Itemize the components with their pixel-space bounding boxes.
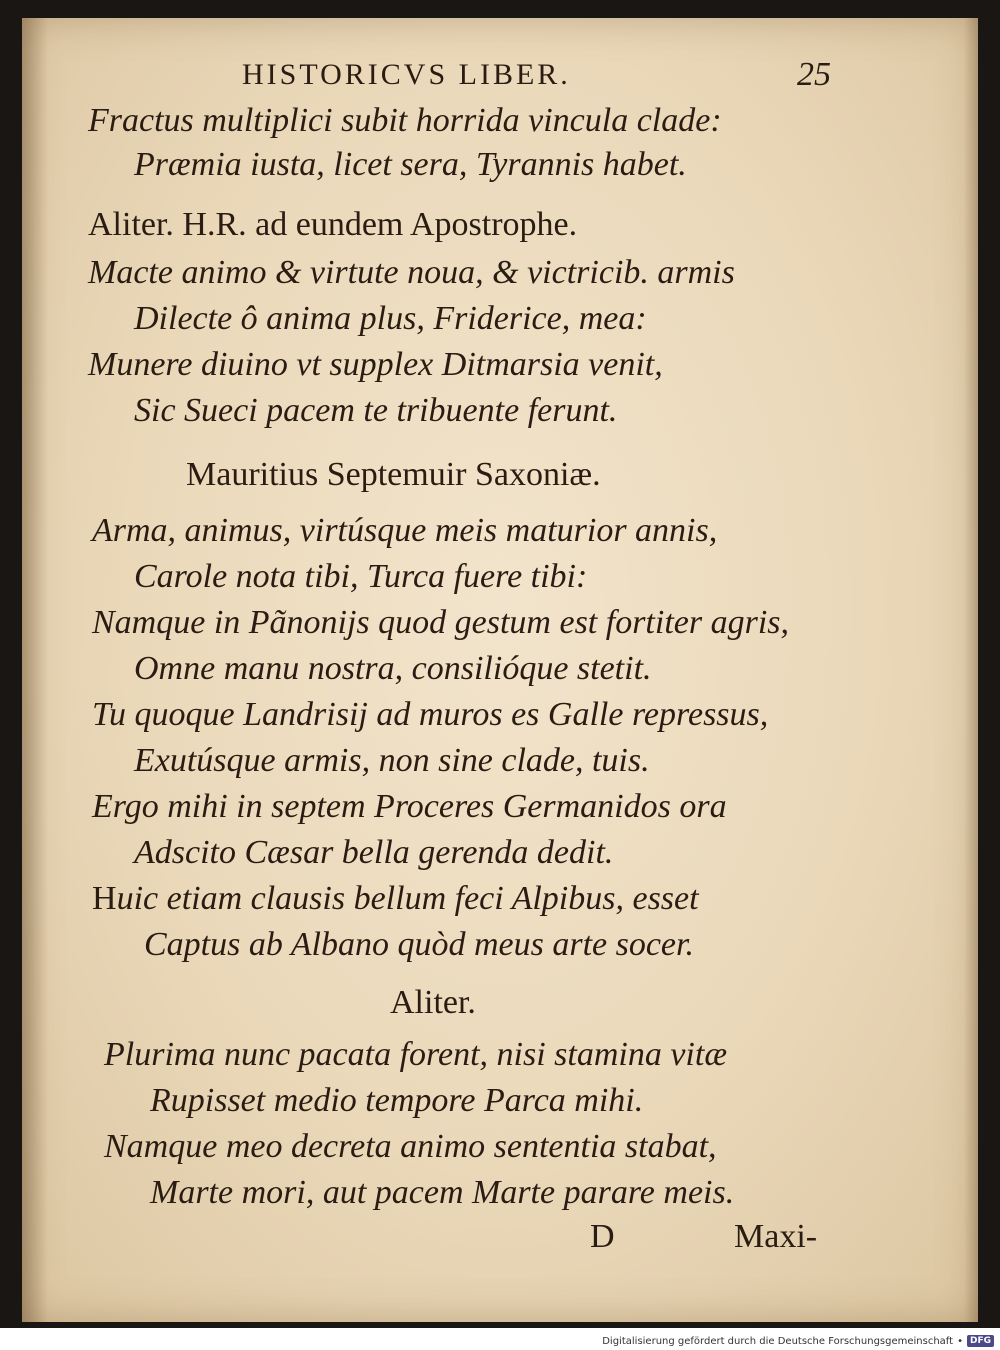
verse-line: Plurima nunc pacata forent, nisi stamina vitæ <box>104 1036 727 1073</box>
verse-line: Sic Sueci pacem te tribuente ferunt. <box>134 392 618 429</box>
verse-line: Namque in Pãnonijs quod gestum est fortiter agris, <box>92 604 789 641</box>
verse-line <box>92 880 699 918</box>
credit-text: Digitalisierung gefördert durch die Deutsche Forschungsgemeinschaft <box>602 1335 954 1347</box>
verse-line: Marte mori, aut pacem Marte parare meis. <box>150 1174 735 1211</box>
page-number: 25 <box>797 56 831 93</box>
digitization-credit <box>0 1332 1000 1350</box>
verse-line-text: uic etiam clausis bellum feci Alpibus, esset <box>116 880 699 917</box>
verse-line: Rupisset medio tempore Parca mihi. <box>150 1082 644 1119</box>
running-head: HISTORICVS LIBER. <box>242 58 571 91</box>
verse-line: Exutúsque armis, non sine clade, tuis. <box>134 742 650 779</box>
verse-line: Macte animo & virtute noua, & victricib. armis <box>88 254 735 291</box>
book-page <box>22 18 978 1322</box>
verse-line: Dilecte ô anima plus, Friderice, mea: <box>134 300 647 337</box>
verse-line: Tu quoque Landrisij ad muros es Galle repressus, <box>92 696 769 733</box>
verse-line: Munere diuino vt supplex Ditmarsia venit, <box>88 346 663 383</box>
verse-line: Carole nota tibi, Turca fuere tibi: <box>134 558 588 595</box>
signature-mark: D <box>590 1218 615 1255</box>
section-heading: Aliter. H.R. ad eundem Apostrophe. <box>88 206 578 243</box>
verse-line: Præmia iusta, licet sera, Tyrannis habet. <box>134 146 687 183</box>
verse-line: Fractus multiplici subit horrida vincula clade: <box>88 102 722 139</box>
verse-line: Adscito Cæsar bella gerenda dedit. <box>134 834 614 871</box>
verse-line: Ergo mihi in septem Proceres Germanidos ora <box>92 788 727 825</box>
verse-line: Namque meo decreta animo sententia stabat, <box>104 1128 717 1165</box>
separator-dot: • <box>957 1335 963 1347</box>
section-heading: Aliter. <box>390 984 476 1021</box>
dfg-logo-icon: DFG <box>967 1335 994 1347</box>
verse-line: Captus ab Albano quòd meus arte socer. <box>144 926 694 963</box>
verse-line: Arma, animus, virtúsque meis maturior annis, <box>92 512 718 549</box>
catchword: Maxi- <box>734 1218 818 1255</box>
initial-letter: H <box>92 880 117 917</box>
section-heading: Mauritius Septemuir Saxoniæ. <box>186 456 601 493</box>
verse-line: Omne manu nostra, consilióque stetit. <box>134 650 652 687</box>
